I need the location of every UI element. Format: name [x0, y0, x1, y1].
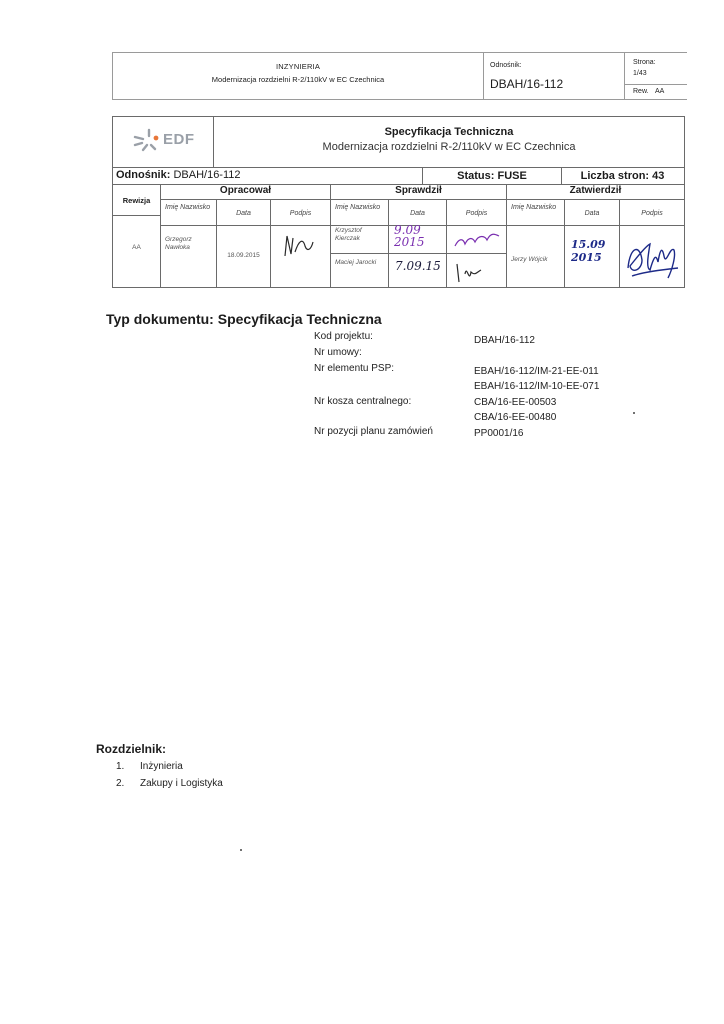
distribution-item: [116, 761, 183, 772]
header-page-label: Strona:: [633, 59, 656, 66]
distribution-title: Rozdzielnik:: [96, 742, 167, 756]
prepared-group-header: Opracował: [161, 184, 331, 200]
distribution-item-label: Zakupy i Logistyka: [140, 778, 223, 789]
prepared-date: 18.09.2015: [217, 226, 271, 287]
order-plan-value: PP0001/16: [474, 428, 524, 439]
checked-date-header: Data: [389, 200, 447, 226]
header-revision-cell: [625, 84, 687, 100]
header-project-title: Modernizacja rozdzielni R-2/110kV w EC Czechnica: [211, 75, 385, 84]
reference-row: [113, 167, 684, 185]
header-reference-value: DBAH/16-112: [490, 77, 564, 91]
approved-date: 15.09 2015: [571, 238, 606, 264]
prepared-signature-header: Podpis: [271, 200, 331, 226]
header-revision-value: AA: [655, 88, 665, 95]
psp-element-value-2: EBAH/16-112/IM-10-EE-071: [474, 381, 600, 392]
approved-date-cell: [565, 226, 620, 287]
order-plan-label: Nr pozycji planu zamówień: [314, 426, 433, 437]
prepared-signature: [271, 226, 331, 266]
approved-date-header: Data: [565, 200, 620, 226]
contract-number-label: Nr umowy:: [314, 347, 362, 358]
checked-1-name: Krzysztof Kierczak: [331, 226, 389, 254]
spec-reference-value: DBAH/16-112: [173, 169, 241, 181]
checked-2-date-cell: [389, 254, 447, 287]
project-code-label: Kod projektu:: [314, 331, 373, 342]
distribution-item-label: Inżynieria: [140, 761, 183, 772]
spec-title-cell: [214, 117, 684, 167]
central-basket-label: Nr kosza centralnego:: [314, 396, 412, 407]
spec-subtitle: Modernizacja rozdzielni R-2/110kV w EC Czechnica: [322, 141, 576, 153]
revision-value: AA: [113, 216, 161, 287]
project-code-value: DBAH/16-112: [474, 335, 535, 346]
checked-signature-header: Podpis: [447, 200, 507, 226]
approved-signature-cell: [620, 226, 684, 287]
approved-signature-header: Podpis: [620, 200, 684, 226]
distribution-item: [116, 778, 223, 789]
prepared-signature-cell: [271, 226, 331, 287]
header-title-cell: [113, 53, 484, 99]
page-header: [112, 52, 687, 100]
approval-grid: [113, 184, 684, 287]
checked-group-header: Sprawdził: [331, 184, 507, 200]
logo-cell: [113, 117, 214, 167]
checked-2-name: Maciej Jarocki: [331, 254, 389, 287]
psp-element-value-1: EBAH/16-112/IM-21-EE-011: [474, 366, 599, 377]
checked-1-signature: [447, 226, 507, 254]
central-basket-value-1: CBA/16-EE-00503: [474, 397, 557, 408]
header-page-value: 1/43: [633, 70, 647, 77]
scan-speck: [240, 849, 242, 851]
distribution-item-number: 2.: [116, 778, 125, 789]
prepared-name-header: Imię Nazwisko: [161, 200, 217, 226]
prepared-name: Grzegorz Nawłoka: [161, 226, 217, 287]
psp-element-label: Nr elementu PSP:: [314, 363, 395, 374]
prepared-date-header: Data: [217, 200, 271, 226]
approved-group-header: Zatwierdził: [507, 184, 684, 200]
checked-2-signature-cell: [447, 254, 507, 287]
distribution-item-number: 1.: [116, 761, 125, 772]
scan-speck: [633, 412, 635, 414]
status-badge: Status: FUSE: [422, 168, 562, 184]
checked-1-signature-cell: [447, 226, 507, 254]
spec-reference: [116, 169, 241, 181]
checked-2-signature: [447, 254, 507, 287]
header-department: INZYNIERIA: [275, 62, 321, 71]
spec-title: Specyfikacja Techniczna: [384, 126, 514, 138]
checked-1-date-cell: [389, 223, 447, 254]
checked-2-date: 7.09.15: [395, 259, 441, 273]
header-page-cell: [625, 53, 687, 99]
approved-signature: [620, 226, 684, 287]
approved-name-header: Imię Nazwisko: [507, 200, 565, 226]
checked-1-date: 9.09 2015: [394, 223, 425, 249]
checked-name-header: Imię Nazwisko: [331, 200, 389, 226]
header-revision-label: Rew.: [633, 88, 649, 95]
document-type: Typ dokumentu: Specyfikacja Techniczna: [106, 311, 382, 327]
specification-table: [112, 116, 685, 288]
approved-name: Jerzy Wójcik: [507, 226, 565, 287]
central-basket-value-2: CBA/16-EE-00480: [474, 412, 557, 423]
header-reference-label: Odnośnik:: [490, 62, 522, 69]
header-reference-cell: [484, 53, 625, 99]
spec-reference-label: Odnośnik:: [116, 169, 171, 181]
edf-logo-text: EDF: [163, 131, 195, 148]
page-count: Liczba stron: 43: [580, 170, 665, 182]
revision-header: Rewizja: [113, 184, 161, 216]
